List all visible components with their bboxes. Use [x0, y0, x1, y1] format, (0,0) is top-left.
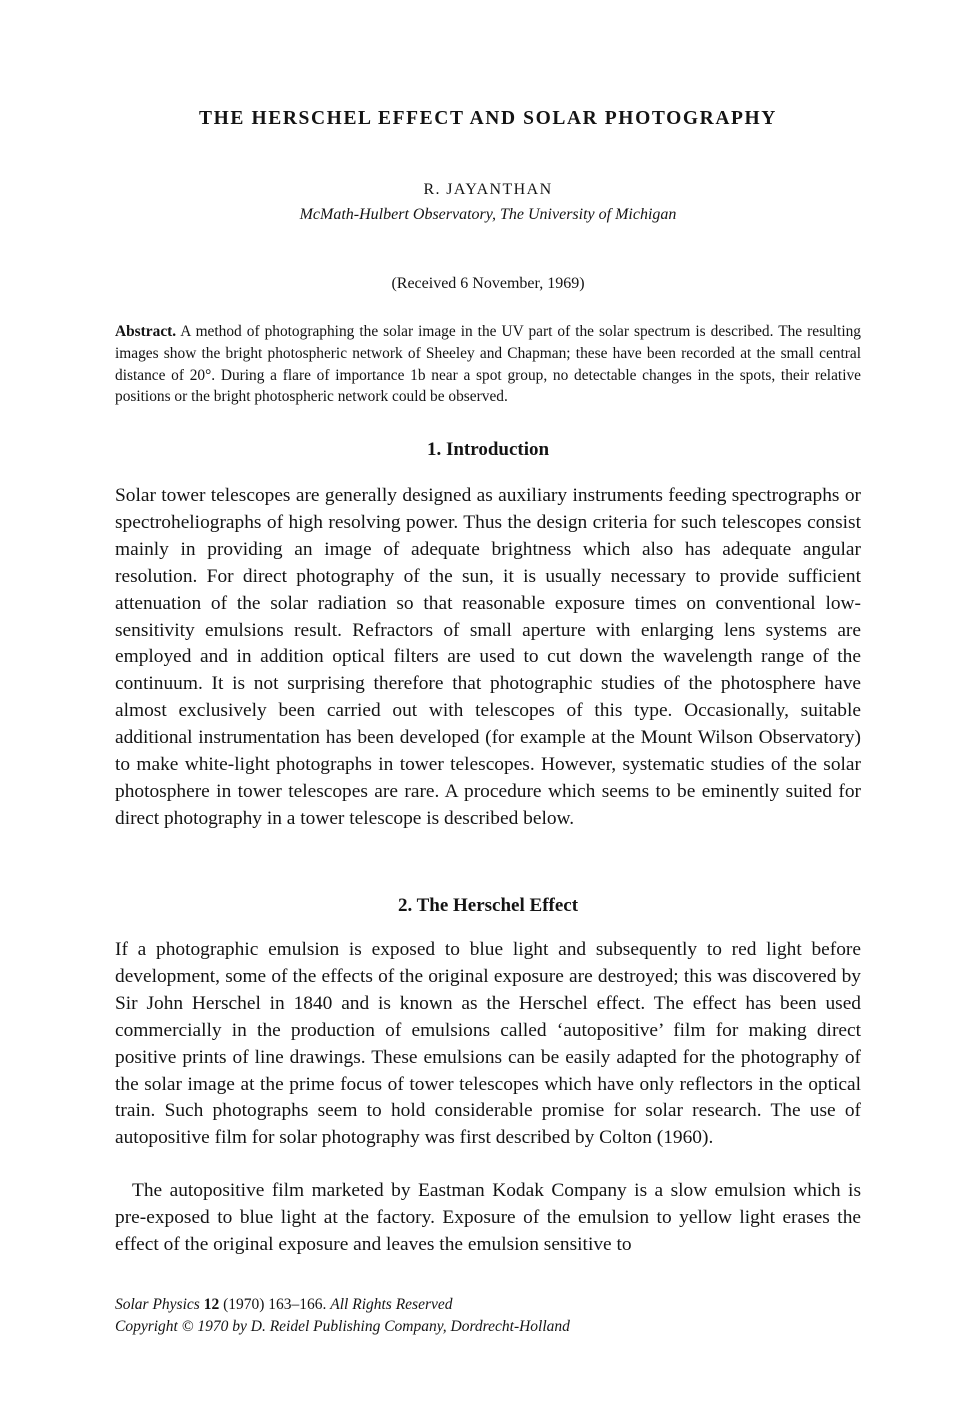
footer-citation [115, 1294, 570, 1337]
received-date: (Received 6 November, 1969) [391, 275, 585, 292]
paragraph-herschel-1: If a photographic emulsion is exposed to blue light and subsequently to red light before development, some of the effects of the original exposure are destroyed; this was discovered by Sir John Herschel in 1840 and is known as the Herschel effect. The effect has been used commercially in the production of emulsions called ‘autopositive’ film for making direct positive prints of line drawings. These emulsions can be easily adapted for the photography of the solar image at the prime focus of tower telescopes which have only reflectors in the optical train. Such photographs seem to hold considerable promise for solar research. The use of autopositive film for solar photography was first described by Colton (1960). [115, 939, 861, 1149]
section-heading-introduction: 1. Introduction [426, 439, 550, 460]
rights-text: All Rights Reserved [330, 1296, 453, 1313]
paper-title: THE HERSCHEL EFFECT AND SOLAR PHOTOGRAPHY [199, 108, 777, 129]
author-name: R. JAYANTHAN [423, 181, 553, 198]
footer-journal-line [115, 1294, 570, 1316]
abstract [115, 321, 861, 408]
journal-name: Solar Physics [115, 1296, 200, 1313]
section-heading-herschel-effect: 2. The Herschel Effect [397, 895, 579, 916]
copyright-line: Copyright © 1970 by D. Reidel Publishing Company, Dordrecht-Holland [115, 1317, 570, 1335]
paragraph-herschel-2: The autopositive film marketed by Eastman Kodak Company is a slow emulsion which is pre-exposed to blue light at the factory. Exposure of the emulsion to yellow light erases the effect of the original exposure and leaves the emulsion sensitive to [115, 1180, 861, 1255]
paragraph-introduction: Solar tower telescopes are generally designed as auxiliary instruments feeding spectrographs or spectroheliographs of high resolving power. Thus the design criteria for such telescopes consist mainly in providing an image of adequate brightness which also has adequate angular resolution. For direct photography of the sun, it is usually necessary to provide sufficient attenuation of the solar radiation so that reasonable exposure times on conventional low-sensitivity emulsions result. Refractors of small aperture with enlarging lens systems are employed and in addition optical filters are used to cut down the wavelength range of the continuum. It is not surprising therefore that photographic studies of the photosphere have almost exclusively been carried out with telescopes of this type. Occasionally, suitable additional instrumentation has been developed (for example at the Mount Wilson Observatory) to make white-light photographs in tower telescopes. However, systematic studies of the solar photosphere in tower telescopes are rare. A procedure which seems to be eminently suited for direct photography in a tower telescope is described below. [115, 485, 861, 829]
journal-volume: 12 [203, 1296, 220, 1313]
abstract-text: A method of photographing the solar image in the UV part of the solar spectrum is described. The resulting images show the bright photospheric network of Sheeley and Chapman; these have been recorded at the small central distance of 20°. During a flare of importance 1b near a spot group, no detectable changes in the spots, their relative positions or the bright photospheric network could be observed. [115, 323, 861, 406]
author-affiliation: McMath-Hulbert Observatory, The University of Michigan [299, 206, 677, 223]
journal-pages: (1970) 163–166. [223, 1296, 327, 1313]
abstract-label: Abstract. [115, 323, 177, 340]
